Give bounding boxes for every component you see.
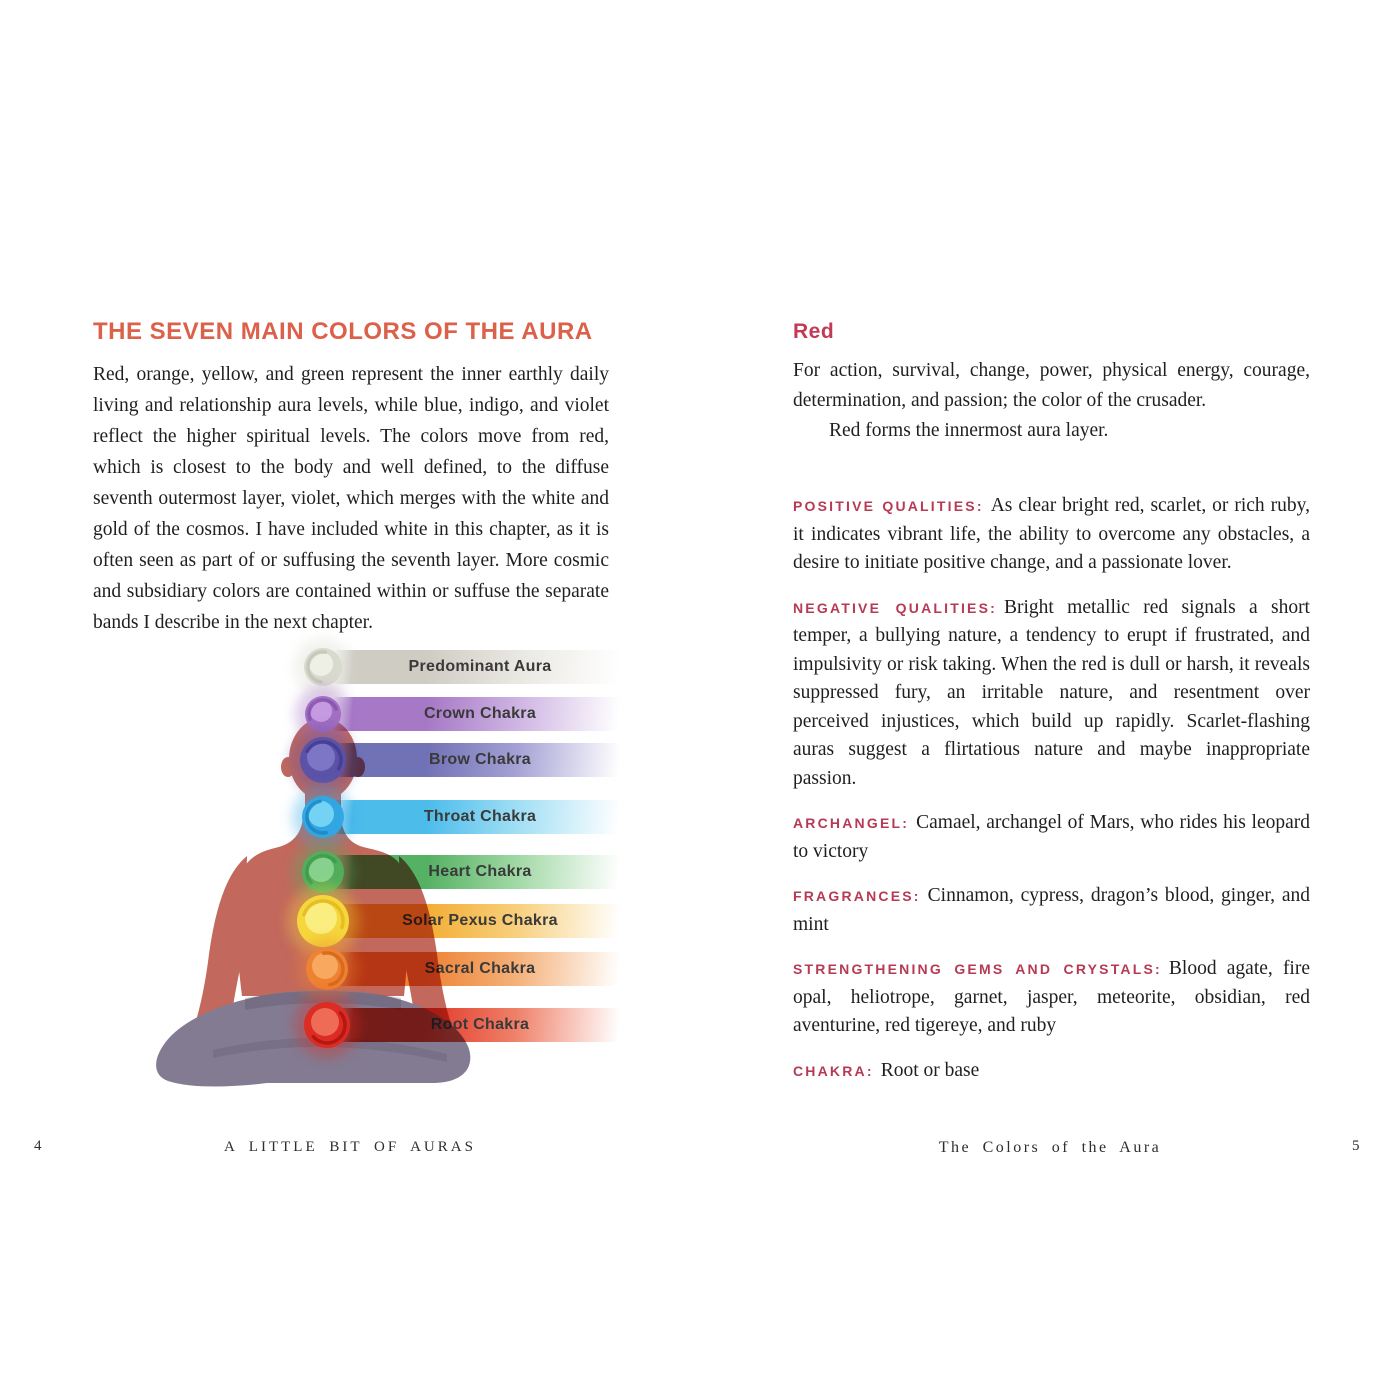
diagram-band-crown-chakra xyxy=(333,697,627,731)
section-label: ARCHANGEL: xyxy=(793,815,910,831)
diagram-band-heart-chakra xyxy=(333,855,627,889)
diagram-band-label: Brow Chakra xyxy=(429,751,531,768)
color-section-heading: Red xyxy=(793,320,835,343)
diagram-band-label: Solar Pexus Chakra xyxy=(402,912,558,929)
section-label: STRENGTHENING GEMS AND CRYSTALS: xyxy=(793,961,1162,977)
section-chakra xyxy=(793,1057,1310,1086)
section-text: Root or base xyxy=(880,1059,980,1081)
chakra-diagram xyxy=(95,618,627,1130)
diagram-band-throat-chakra xyxy=(333,800,627,834)
diagram-band-label: Throat Chakra xyxy=(423,808,537,825)
diagram-band-label: Heart Chakra xyxy=(428,863,532,880)
diagram-band-brow-chakra xyxy=(333,743,627,777)
color-intro-paragraph: For action, survival, change, power, physical energy, courage, determination, and passion; the color of the crusader. xyxy=(793,360,1310,411)
chapter-intro-paragraph: Red, orange, yellow, and green represent the inner earthly daily living and relationship aura levels, while blue, indigo, and violet reflect the higher spiritual levels. The colors move from red, which is closest to the body and well defined, to the diffuse seventh outermost layer, violet, which merges with the white and gold of the cosmos. I have included white in this chapter, as it is often seen as part of or suffusing the seventh layer. More cosmic and subsidiary colors are contained within or suffuse the separate bands I describe in the next chapter. xyxy=(93,364,609,633)
section-label: NEGATIVE QUALITIES: xyxy=(793,599,997,616)
section-label: FRAGRANCES: xyxy=(793,888,921,904)
section-positive-qualities xyxy=(793,492,1310,578)
section-text: As clear bright red, scarlet, or rich ruby, it indicates vibrant life, the ability to overcome any obstacles, a desire to initiate positive change, and a passionate lover. xyxy=(793,495,1310,573)
diagram-band-label: Sacral Chakra xyxy=(424,960,536,977)
section-archangel xyxy=(793,809,1310,866)
right-page-content xyxy=(793,320,1310,1101)
diagram-band-label: Root Chakra xyxy=(430,1016,530,1033)
left-page-number: 4 xyxy=(34,1138,42,1154)
left-page-content xyxy=(93,318,609,638)
section-text: Bright metallic red signals a short temper, a bullying nature, a tendency to erupt if frustrated, and impulsivity or risk taking. When the red is dull or harsh, it reveals suppressed fury, an irritable nature, and resentment over perceived injustices, which build up rapidly. Scarlet-flashing auras suggest a flirtatious nature and maybe inappropriate passion. xyxy=(793,596,1310,789)
section-label: POSITIVE QUALITIES: xyxy=(793,498,984,514)
diagram-band-predominant-aura xyxy=(333,650,627,684)
diagram-band-label: Predominant Aura xyxy=(408,658,552,675)
diagram-band-label: Crown Chakra xyxy=(423,705,537,722)
section-negative-qualities xyxy=(793,594,1310,794)
section-text: Blood agate, fire opal, heliotrope, garnet, jasper, meteorite, obsidian, red aventurine, red tigereye, and ruby xyxy=(793,958,1310,1036)
color-intro-note: Red forms the innermost aura layer. xyxy=(829,420,1109,441)
section-fragrances xyxy=(793,882,1310,939)
chapter-heading: THE SEVEN MAIN COLORS OF THE AURA xyxy=(93,318,593,345)
diagram-band-root-chakra xyxy=(333,1008,627,1042)
section-text: Camael, archangel of Mars, who rides his leopard to victory xyxy=(793,812,1310,862)
right-page-number: 5 xyxy=(1352,1138,1360,1154)
right-running-title: The Colors of the Aura xyxy=(938,1139,1162,1156)
left-running-title: A LITTLE BIT OF AURAS xyxy=(224,1139,476,1155)
section-label: CHAKRA: xyxy=(793,1062,874,1079)
section-gems-crystals xyxy=(793,955,1310,1041)
diagram-band-solar-plexus-chakra xyxy=(333,904,627,938)
section-text: Cinnamon, cypress, dragon’s blood, ginger, and mint xyxy=(793,885,1310,935)
diagram-band-sacral-chakra xyxy=(333,952,627,986)
